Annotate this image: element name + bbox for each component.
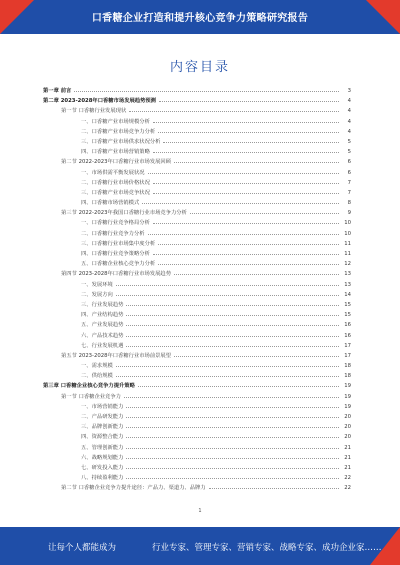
toc-dot-leader bbox=[126, 411, 339, 418]
toc-entry-page: 4 bbox=[347, 108, 351, 115]
toc-entry-page: 4 bbox=[347, 118, 351, 125]
toc-entry-page: 15 bbox=[344, 312, 351, 319]
toc-entry-page: 9 bbox=[347, 210, 351, 217]
toc-dot-leader bbox=[126, 442, 339, 449]
toc-entry-page: 11 bbox=[344, 251, 351, 257]
toc-entry-label: 第三节 2022-2023年我国口香糖行业市场竞争力分析 bbox=[61, 210, 187, 217]
header-accent-right bbox=[366, 0, 400, 34]
toc-entry[interactable] bbox=[43, 177, 351, 187]
toc-entry-page: 21 bbox=[344, 454, 351, 461]
toc-entry-page: 16 bbox=[344, 332, 351, 339]
toc-entry[interactable] bbox=[43, 116, 351, 126]
toc-dot-leader bbox=[148, 228, 339, 235]
toc-dot-leader bbox=[126, 299, 339, 306]
toc-entry[interactable] bbox=[43, 370, 351, 380]
toc-entry-label: 第一节 口香糖企业竞争力 bbox=[61, 393, 121, 400]
toc-entry-page: 5 bbox=[347, 149, 351, 156]
toc-entry[interactable] bbox=[43, 319, 351, 329]
toc-entry-label: 二、口香糖行业竞争力分析 bbox=[81, 230, 145, 237]
toc-entry-label: 五、口香糖企业核心竞争力分析 bbox=[81, 261, 156, 268]
toc-entry[interactable] bbox=[43, 85, 351, 95]
toc-entry-label: 三、品牌创新能力 bbox=[81, 424, 124, 431]
toc-dot-leader bbox=[153, 248, 339, 255]
toc-entry-label: 第一章 前言 bbox=[43, 88, 72, 94]
toc-entry-label: 六、产品技术趋势 bbox=[81, 332, 124, 339]
toc-dot-leader bbox=[174, 350, 339, 357]
toc-entry-page: 22 bbox=[344, 485, 351, 492]
toc-dot-leader bbox=[158, 238, 339, 245]
footer-banner bbox=[0, 527, 400, 565]
toc-entry[interactable] bbox=[43, 217, 351, 227]
toc-entry-label: 二、口香糖产业市场竞争力分析 bbox=[81, 128, 156, 135]
toc-entry-label: 一、口香糖产业市场规模分析 bbox=[81, 118, 150, 125]
header-accent-left bbox=[0, 0, 34, 34]
toc-dot-leader bbox=[153, 177, 339, 184]
toc-entry-page: 16 bbox=[344, 322, 351, 329]
toc-entry-page: 5 bbox=[347, 138, 351, 145]
toc-entry-page: 20 bbox=[344, 434, 351, 441]
toc-dot-leader bbox=[129, 105, 339, 112]
toc-dot-leader bbox=[190, 207, 339, 214]
toc-entry[interactable] bbox=[43, 360, 351, 370]
toc-dot-leader bbox=[126, 431, 339, 438]
toc-entry[interactable] bbox=[43, 167, 351, 177]
toc-dot-leader bbox=[153, 187, 339, 194]
toc-dot-leader bbox=[174, 156, 339, 163]
toc-entry-label: 四、口香糖市场营销模式 bbox=[81, 200, 140, 207]
toc-entry-page: 14 bbox=[344, 291, 351, 298]
toc-entry[interactable] bbox=[43, 472, 351, 482]
toc-dot-leader bbox=[142, 197, 339, 204]
toc-entry-label: 一、市场营销能力 bbox=[81, 403, 124, 410]
toc-entry[interactable] bbox=[43, 258, 351, 268]
toc-entry-page: 17 bbox=[344, 352, 351, 359]
toc-entry-page: 6 bbox=[347, 159, 351, 166]
toc-dot-leader bbox=[153, 146, 339, 153]
toc-entry-label: 第二节 口香糖企业竞争力提升途径：产品力、渠道力、品牌力 bbox=[61, 485, 206, 492]
toc-entry-page: 18 bbox=[344, 363, 351, 370]
page-number: 1 bbox=[198, 508, 202, 514]
toc-entry-label: 三、口香糖产业市场竞争状况 bbox=[81, 189, 150, 196]
toc-entry-label: 第二章 2023-2028年口香糖市场发展趋势预测 bbox=[43, 98, 156, 105]
toc-entry[interactable] bbox=[43, 421, 351, 431]
toc-dot-leader bbox=[158, 258, 339, 265]
toc-dot-leader bbox=[126, 319, 339, 326]
toc-entry-label: 二、口香糖行业市场价格状况 bbox=[81, 179, 150, 186]
toc-entry[interactable] bbox=[43, 391, 351, 401]
toc-entry[interactable] bbox=[43, 350, 351, 360]
toc-dot-leader bbox=[126, 462, 339, 469]
toc-entry[interactable] bbox=[43, 289, 351, 299]
toc-dot-leader bbox=[138, 380, 339, 387]
footer-slogan: 让每个人都能成为 bbox=[48, 543, 117, 553]
toc-entry-label: 一、发展环境 bbox=[81, 281, 113, 288]
toc-entry[interactable] bbox=[43, 105, 351, 115]
toc-entry[interactable] bbox=[43, 228, 351, 238]
toc-entry[interactable] bbox=[43, 207, 351, 217]
report-title: 口香糖企业打造和提升核心竞争力策略研究报告 bbox=[91, 13, 309, 24]
toc-entry[interactable] bbox=[43, 431, 351, 441]
toc-dot-leader bbox=[126, 330, 339, 337]
toc-entry-label: 七、行业发展机遇 bbox=[81, 342, 124, 349]
toc-entry-page: 21 bbox=[344, 464, 351, 471]
toc-entry[interactable] bbox=[43, 330, 351, 340]
toc-entry-page: 10 bbox=[344, 220, 351, 227]
toc-entry-label: 三、口香糖产业市场供求状况分析 bbox=[81, 138, 161, 145]
toc-entry-label: 第二节 2022-2023年口香糖行业市场发展回顾 bbox=[61, 159, 172, 166]
toc-entry-page: 22 bbox=[344, 475, 351, 482]
toc-entry-page: 7 bbox=[347, 179, 351, 186]
toc-dot-leader bbox=[158, 126, 339, 133]
header-banner bbox=[0, 0, 400, 34]
toc-entry[interactable] bbox=[43, 248, 351, 258]
toc-dot-leader bbox=[159, 95, 339, 102]
toc-entry[interactable] bbox=[43, 146, 351, 156]
toc-entry-label: 五、管理创新能力 bbox=[81, 444, 124, 451]
toc-dot-leader bbox=[153, 116, 339, 123]
toc-entry-page: 3 bbox=[347, 88, 351, 94]
toc-entry[interactable] bbox=[43, 95, 351, 105]
toc-dot-leader bbox=[124, 391, 339, 398]
toc-entry-label: 五、产业发展趋势 bbox=[81, 322, 124, 329]
toc-dot-leader bbox=[148, 167, 339, 174]
toc-dot-leader bbox=[209, 482, 339, 489]
toc-entry[interactable] bbox=[43, 309, 351, 319]
toc-dot-leader bbox=[126, 452, 339, 459]
toc-entry[interactable] bbox=[43, 238, 351, 248]
toc-entry-label: 第三章 口香糖企业核心竞争力提升策略 bbox=[43, 383, 135, 390]
toc-entry-label: 四、口香糖行业竞争策略分析 bbox=[81, 251, 150, 257]
toc-dot-leader bbox=[174, 268, 339, 275]
toc-entry-label: 二、供给规模 bbox=[81, 373, 113, 380]
toc-entry-page: 11 bbox=[344, 240, 351, 247]
toc-entry-label: 六、战略规划能力 bbox=[81, 454, 124, 461]
toc-entry-label: 四、资源整合能力 bbox=[81, 434, 124, 441]
toc-entry-label: 三、行业发展趋势 bbox=[81, 301, 124, 308]
toc-entry-page: 13 bbox=[344, 271, 351, 278]
toc-entry-label: 四、产业结构趋势 bbox=[81, 312, 124, 319]
toc-dot-leader bbox=[163, 136, 339, 143]
toc-entry-label: 一、市场供需平衡发展状况 bbox=[81, 169, 145, 176]
toc-dot-leader bbox=[116, 279, 339, 286]
toc-entry-page: 17 bbox=[344, 342, 351, 349]
toc-entry-label: 一、需求规模 bbox=[81, 363, 113, 370]
toc-entry[interactable] bbox=[43, 482, 351, 492]
footer-roles: 行业专家、管理专家、营销专家、战略专家、成功企业家…… bbox=[152, 543, 382, 553]
toc-dot-leader bbox=[126, 340, 339, 347]
toc-entry-page: 19 bbox=[344, 403, 351, 410]
toc-entry[interactable] bbox=[43, 156, 351, 166]
toc-dot-leader bbox=[74, 85, 339, 92]
toc-entry-label: 第五节 2023-2028年口香糖行业市场前景展望 bbox=[61, 352, 172, 359]
toc-dot-leader bbox=[153, 217, 339, 224]
toc-entry[interactable] bbox=[43, 299, 351, 309]
toc-entry-label: 第四节 2023-2028年口香糖行业市场发展趋势 bbox=[61, 271, 172, 278]
toc-entry-label: 第一节 口香糖行业发展现状 bbox=[61, 108, 127, 115]
toc-entry[interactable] bbox=[43, 340, 351, 350]
toc-entry-page: 21 bbox=[344, 444, 351, 451]
toc-dot-leader bbox=[116, 289, 339, 296]
toc-entry-label: 四、口香糖产业市场营销策略 bbox=[81, 149, 150, 156]
toc-heading: 内容目录 bbox=[169, 60, 230, 75]
toc-entry-page: 19 bbox=[344, 393, 351, 400]
toc-entry-page: 4 bbox=[347, 98, 351, 105]
toc-entry[interactable] bbox=[43, 187, 351, 197]
toc-entry-page: 18 bbox=[344, 373, 351, 380]
toc-entry[interactable] bbox=[43, 452, 351, 462]
toc-entry-page: 12 bbox=[344, 261, 351, 268]
toc-entry-page: 20 bbox=[344, 414, 351, 420]
toc-dot-leader bbox=[116, 370, 339, 377]
toc-entry[interactable] bbox=[43, 442, 351, 452]
toc-entry-label: 一、口香糖行业竞争格局分析 bbox=[81, 220, 150, 227]
toc-entry[interactable] bbox=[43, 126, 351, 136]
toc-entry-page: 4 bbox=[347, 128, 351, 135]
toc-entry-page: 7 bbox=[347, 189, 351, 196]
toc-entry-page: 15 bbox=[344, 301, 351, 308]
toc-entry[interactable] bbox=[43, 411, 351, 421]
toc-entry[interactable] bbox=[43, 401, 351, 411]
toc-entry-label: 七、研发投入能力 bbox=[81, 464, 124, 471]
toc-entry[interactable] bbox=[43, 462, 351, 472]
toc-entry-page: 13 bbox=[344, 281, 351, 288]
toc-entry-page: 6 bbox=[347, 169, 351, 176]
toc-entry-page: 10 bbox=[344, 230, 351, 237]
toc-entry-label: 八、持续盈利能力 bbox=[81, 475, 124, 482]
toc-entry-label: 二、发展方向 bbox=[81, 291, 113, 298]
toc-entry-page: 19 bbox=[344, 383, 351, 390]
toc-entry[interactable] bbox=[43, 197, 351, 207]
toc-dot-leader bbox=[126, 421, 339, 428]
toc-entry-label: 三、口香糖行业市场集中度分析 bbox=[81, 240, 156, 247]
toc-dot-leader bbox=[126, 472, 339, 479]
toc-entry[interactable] bbox=[43, 136, 351, 146]
toc-entry-page: 20 bbox=[344, 424, 351, 431]
toc-dot-leader bbox=[126, 309, 339, 316]
toc-dot-leader bbox=[116, 360, 339, 367]
toc-entry-page: 8 bbox=[347, 200, 351, 207]
toc-entry[interactable] bbox=[43, 279, 351, 289]
toc-dot-leader bbox=[126, 401, 339, 408]
table-of-contents bbox=[43, 85, 351, 493]
toc-entry[interactable] bbox=[43, 380, 351, 390]
toc-entry[interactable] bbox=[43, 268, 351, 278]
toc-entry-label: 二、产品研发能力 bbox=[81, 414, 124, 420]
